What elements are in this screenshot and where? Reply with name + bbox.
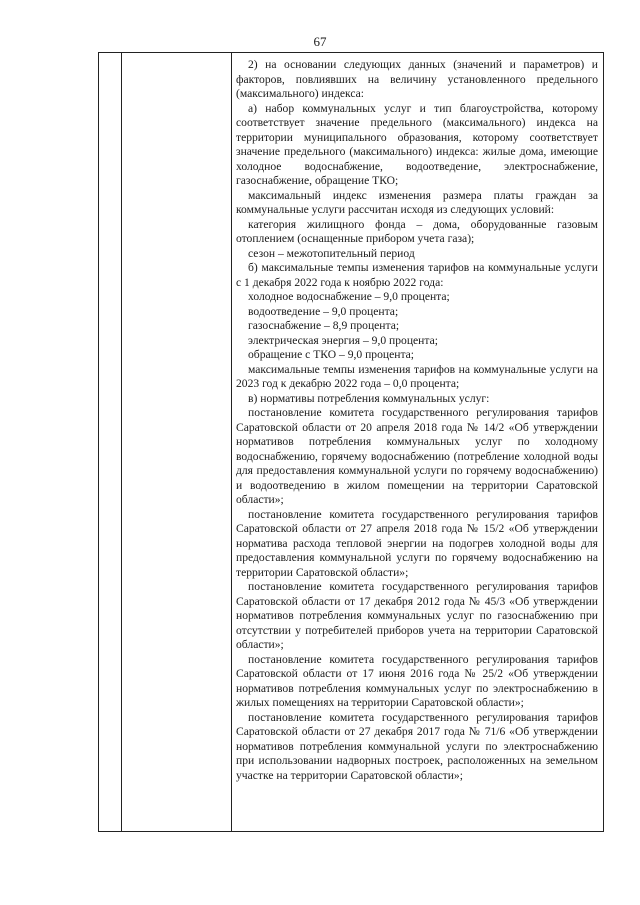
paragraph: максимальный индекс изменения размера платы граждан за коммунальные услуги рассчитан исходя из следующих условий: (236, 188, 598, 216)
paragraph: б) максимальные темпы изменения тарифов на коммунальные услуги с 1 декабря 2022 года к ноябрю 2022 года: (236, 261, 598, 289)
paragraph: категория жилищного фонда – дома, оборудованные газовым отоплением (оснащенные прибором учета газа); (236, 217, 598, 245)
paragraph: а) набор коммунальных услуг и тип благоустройства, которому соответствует значение предельного (максимального) индекса на территории муниципального образования, которому соответствует значение предельного (максимального) индекса: жилые дома, имеющие холодное водоснабжение, водоотведение, электроснабжение, газоснабжение, обращение ТКО; (236, 101, 598, 187)
paragraph: постановление комитета государственного регулирования тарифов Саратовской области от 27 апреля 2018 года № 15/2 «Об утверждении норматива расхода тепловой энергии на подогрев холодной воды для предоставления коммунальной услуги по горячему водоснабжению на территории Саратовской области»; (236, 507, 598, 579)
page-number: 67 (313, 34, 327, 49)
paragraph: обращение с ТКО – 9,0 процента; (248, 348, 415, 361)
paragraph: водоотведение – 9,0 процента; (248, 304, 399, 318)
paragraph: постановление комитета государственного регулирования тарифов Саратовской области от 20 апреля 2018 года № 14/2 «Об утверждении нормативов потребления коммунальных услуг по холодному водоснабжению, горячему водоснабжению (потребление холодной воды для предоставления коммунальной услуги по горячему водоснабжению) и водоотведению в жилом помещении на территории Саратовской области»; (236, 406, 598, 506)
paragraph: сезон – межотопительный период (248, 246, 415, 260)
table-cell-content (236, 58, 598, 783)
paragraph: постановление комитета государственного регулирования тарифов Саратовской области от 17 июня 2016 года № 25/2 «Об утверждении нормативов потребления коммунальных услуг по электроснабжению в жилых помещениях на территории Саратовской области»; (236, 652, 598, 709)
paragraph: в) нормативы потребления коммунальных услуг: (248, 391, 490, 405)
paragraph: газоснабжение – 8,9 процента; (248, 319, 400, 332)
table-column-divider (121, 53, 122, 831)
paragraph: электрическая энергия – 9,0 процента; (248, 333, 438, 347)
paragraph: постановление комитета государственного регулирования тарифов Саратовской области от 17 декабря 2012 года № 45/3 «Об утверждении нормативов потребления коммунальных услуг по газоснабжению при отсутствии у потребителей приборов учета на территории Саратовской области»; (236, 580, 598, 651)
paragraph: холодное водоснабжение – 9,0 процента; (248, 290, 450, 303)
paragraph: постановление комитета государственного регулирования тарифов Саратовской области от 27 декабря 2017 года № 71/6 «Об утверждении нормативов потребления коммунальной услуги по электроснабжению при использовании надворных построек, расположенных на земельном участке на территории Саратовской области»; (236, 710, 598, 782)
table-column-divider (231, 53, 232, 831)
paragraph: 2) на основании следующих данных (значений и параметров) и факторов, повлиявших на величину установленного предельного (максимального) индекса: (236, 58, 598, 100)
paragraph: максимальные темпы изменения тарифов на коммунальные услуги на 2023 год к декабрю 2022 года – 0,0 процента; (236, 362, 598, 390)
document-table (98, 52, 604, 832)
